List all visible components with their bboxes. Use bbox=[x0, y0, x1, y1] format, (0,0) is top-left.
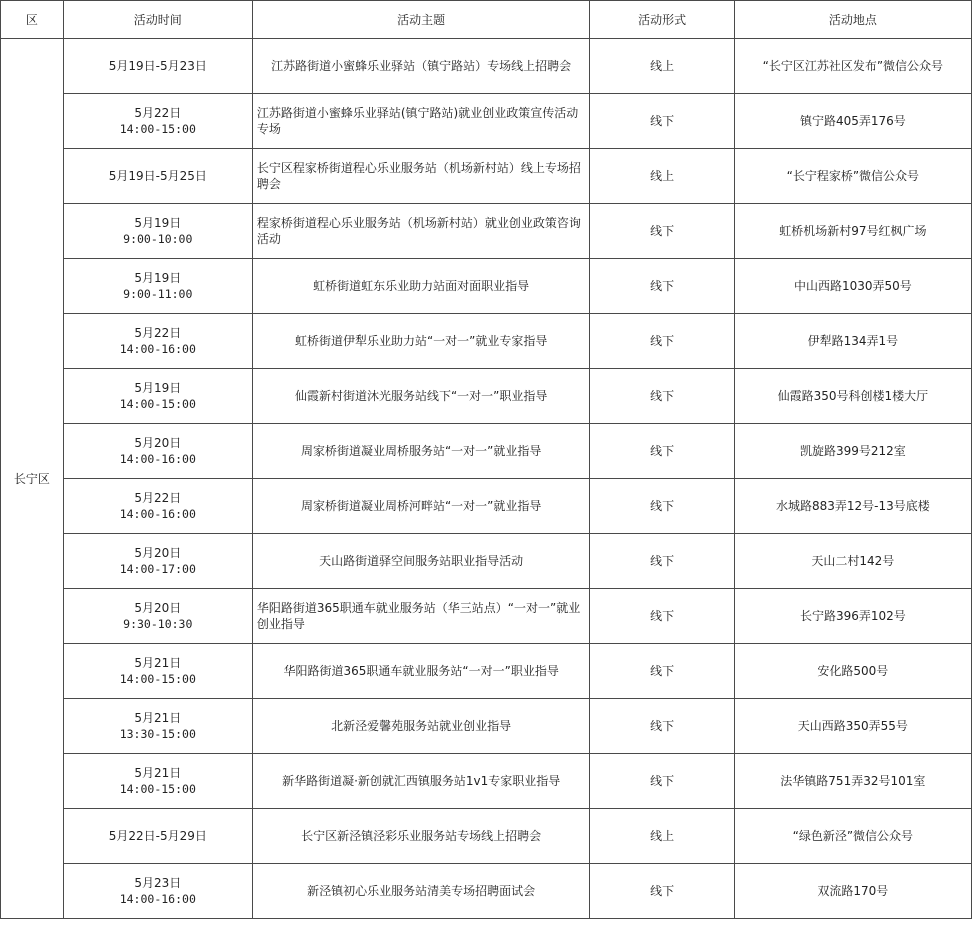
topic-cell bbox=[252, 94, 590, 149]
place-cell: 安化路500号 bbox=[734, 644, 971, 699]
form-cell: 线下 bbox=[590, 534, 734, 589]
header-region: 区 bbox=[1, 1, 64, 39]
table-row bbox=[1, 39, 972, 94]
activity-topic: 新泾镇初心乐业服务站清美专场招聘面试会 bbox=[307, 884, 536, 898]
time-cell bbox=[63, 589, 252, 644]
place-cell: 中山西路1030弄50号 bbox=[734, 259, 971, 314]
activity-time: 9:00-10:00 bbox=[123, 232, 193, 246]
place-cell: “绿色新泾”微信公众号 bbox=[734, 809, 971, 864]
topic-cell bbox=[252, 314, 590, 369]
activity-date: 5月23日 bbox=[134, 876, 182, 890]
place-cell: 双流路170号 bbox=[734, 864, 971, 919]
activity-time: 14:00-15:00 bbox=[119, 782, 196, 796]
table-row bbox=[1, 259, 972, 314]
topic-cell bbox=[252, 204, 590, 259]
activity-time: 14:00-17:00 bbox=[119, 562, 196, 576]
activity-date: 5月20日 bbox=[134, 546, 182, 560]
activity-topic: 北新泾爱馨苑服务站就业创业指导 bbox=[331, 719, 512, 733]
activity-time: 14:00-16:00 bbox=[119, 452, 196, 466]
place-cell: 天山西路350弄55号 bbox=[734, 699, 971, 754]
activity-date: 5月19日 bbox=[134, 216, 182, 230]
activity-topic: 仙霞新村街道沐光服务站线下“一对一”职业指导 bbox=[294, 389, 548, 403]
time-cell bbox=[63, 754, 252, 809]
header-time: 活动时间 bbox=[63, 1, 252, 39]
form-cell: 线下 bbox=[590, 754, 734, 809]
activity-date: 5月22日 bbox=[134, 326, 182, 340]
form-cell: 线下 bbox=[590, 699, 734, 754]
activity-time: 9:30-10:30 bbox=[123, 617, 193, 631]
place-cell: 伊犁路134弄1号 bbox=[734, 314, 971, 369]
place-cell: 长宁路396弄102号 bbox=[734, 589, 971, 644]
activity-time: 14:00-15:00 bbox=[119, 122, 196, 136]
place-cell: “长宁程家桥”微信公众号 bbox=[734, 149, 971, 204]
topic-cell bbox=[252, 644, 590, 699]
form-cell: 线下 bbox=[590, 94, 734, 149]
activity-date: 5月19日-5月23日 bbox=[108, 59, 207, 73]
table-row bbox=[1, 149, 972, 204]
table-row bbox=[1, 204, 972, 259]
time-cell bbox=[63, 479, 252, 534]
table-row bbox=[1, 589, 972, 644]
form-cell: 线上 bbox=[590, 809, 734, 864]
topic-cell bbox=[252, 864, 590, 919]
time-cell bbox=[63, 204, 252, 259]
table-row bbox=[1, 754, 972, 809]
time-cell bbox=[63, 644, 252, 699]
activity-topic: 虹桥街道虹东乐业助力站面对面职业指导 bbox=[313, 279, 530, 293]
activity-topic: 华阳路街道365职通车就业服务站“一对一”职业指导 bbox=[283, 664, 559, 678]
header-row bbox=[1, 1, 972, 39]
activity-date: 5月22日-5月29日 bbox=[108, 829, 207, 843]
form-cell: 线下 bbox=[590, 259, 734, 314]
form-cell: 线上 bbox=[590, 149, 734, 204]
topic-cell bbox=[252, 259, 590, 314]
topic-cell bbox=[252, 369, 590, 424]
place-cell: 虹桥机场新村97号红枫广场 bbox=[734, 204, 971, 259]
place-cell: 法华镇路751弄32号101室 bbox=[734, 754, 971, 809]
topic-cell bbox=[252, 754, 590, 809]
time-cell bbox=[63, 94, 252, 149]
activity-date: 5月22日 bbox=[134, 106, 182, 120]
topic-cell bbox=[252, 479, 590, 534]
region-cell: 长宁区 bbox=[1, 39, 64, 919]
time-cell bbox=[63, 809, 252, 864]
time-cell bbox=[63, 534, 252, 589]
table-row bbox=[1, 314, 972, 369]
place-cell: 天山二村142号 bbox=[734, 534, 971, 589]
activity-date: 5月21日 bbox=[134, 656, 182, 670]
activity-topic: 长宁区新泾镇泾彩乐业服务站专场线上招聘会 bbox=[301, 829, 542, 843]
activity-time: 14:00-16:00 bbox=[119, 507, 196, 521]
activity-topic: 江苏路街道小蜜蜂乐业驿站（镇宁路站）专场线上招聘会 bbox=[271, 59, 572, 73]
time-cell bbox=[63, 314, 252, 369]
table-row bbox=[1, 369, 972, 424]
form-cell: 线下 bbox=[590, 479, 734, 534]
topic-cell bbox=[252, 39, 590, 94]
place-cell: 镇宁路405弄176号 bbox=[734, 94, 971, 149]
form-cell: 线下 bbox=[590, 589, 734, 644]
topic-cell bbox=[252, 809, 590, 864]
form-cell: 线下 bbox=[590, 314, 734, 369]
form-cell: 线下 bbox=[590, 864, 734, 919]
table-row bbox=[1, 94, 972, 149]
table-row bbox=[1, 864, 972, 919]
header-form: 活动形式 bbox=[590, 1, 734, 39]
place-cell: “长宁区江苏社区发布”微信公众号 bbox=[734, 39, 971, 94]
activity-topic: 华阳路街道365职通车就业服务站（华三站点）“一对一”就业创业指导 bbox=[256, 601, 581, 631]
time-cell bbox=[63, 699, 252, 754]
activity-time: 14:00-15:00 bbox=[119, 397, 196, 411]
header-topic: 活动主题 bbox=[252, 1, 590, 39]
form-cell: 线上 bbox=[590, 39, 734, 94]
topic-cell bbox=[252, 699, 590, 754]
activity-date: 5月20日 bbox=[134, 601, 182, 615]
activity-time: 14:00-15:00 bbox=[119, 672, 196, 686]
activity-topic: 程家桥街道程心乐业服务站（机场新村站）就业创业政策咨询活动 bbox=[256, 216, 581, 246]
place-cell: 凯旋路399号212室 bbox=[734, 424, 971, 479]
table-row bbox=[1, 809, 972, 864]
table-row bbox=[1, 479, 972, 534]
time-cell bbox=[63, 149, 252, 204]
activity-topic: 周家桥街道凝业周桥河畔站“一对一”就业指导 bbox=[300, 499, 542, 513]
activity-time: 14:00-16:00 bbox=[119, 342, 196, 356]
form-cell: 线下 bbox=[590, 369, 734, 424]
form-cell: 线下 bbox=[590, 644, 734, 699]
form-cell: 线下 bbox=[590, 204, 734, 259]
topic-cell bbox=[252, 534, 590, 589]
time-cell bbox=[63, 259, 252, 314]
place-cell: 水城路883弄12号-13号底楼 bbox=[734, 479, 971, 534]
header-place: 活动地点 bbox=[734, 1, 971, 39]
time-cell bbox=[63, 369, 252, 424]
activity-topic: 新华路街道凝·新创就汇西镇服务站1v1专家职业指导 bbox=[282, 774, 561, 788]
activity-date: 5月22日 bbox=[134, 491, 182, 505]
activity-time: 13:30-15:00 bbox=[119, 727, 196, 741]
table-row bbox=[1, 699, 972, 754]
activity-topic: 天山路街道驿空间服务站职业指导活动 bbox=[319, 554, 524, 568]
activity-topic: 江苏路街道小蜜蜂乐业驿站(镇宁路站)就业创业政策宣传活动专场 bbox=[256, 106, 579, 136]
table-row bbox=[1, 424, 972, 479]
table-row bbox=[1, 644, 972, 699]
time-cell bbox=[63, 39, 252, 94]
activity-topic: 周家桥街道凝业周桥服务站“一对一”就业指导 bbox=[300, 444, 542, 458]
place-cell: 仙霞路350号科创楼1楼大厅 bbox=[734, 369, 971, 424]
activity-date: 5月21日 bbox=[134, 711, 182, 725]
table-row bbox=[1, 534, 972, 589]
activity-date: 5月20日 bbox=[134, 436, 182, 450]
activity-date: 5月21日 bbox=[134, 766, 182, 780]
activity-time: 9:00-11:00 bbox=[123, 287, 193, 301]
activity-time: 14:00-16:00 bbox=[119, 892, 196, 906]
time-cell bbox=[63, 424, 252, 479]
topic-cell bbox=[252, 149, 590, 204]
topic-cell bbox=[252, 589, 590, 644]
activity-topic: 虹桥街道伊犁乐业助力站“一对一”就业专家指导 bbox=[294, 334, 548, 348]
form-cell: 线下 bbox=[590, 424, 734, 479]
topic-cell bbox=[252, 424, 590, 479]
time-cell bbox=[63, 864, 252, 919]
activity-date: 5月19日 bbox=[134, 271, 182, 285]
activity-date: 5月19日-5月25日 bbox=[108, 169, 207, 183]
activity-date: 5月19日 bbox=[134, 381, 182, 395]
activity-topic: 长宁区程家桥街道程心乐业服务站（机场新村站）线上专场招聘会 bbox=[256, 161, 581, 191]
